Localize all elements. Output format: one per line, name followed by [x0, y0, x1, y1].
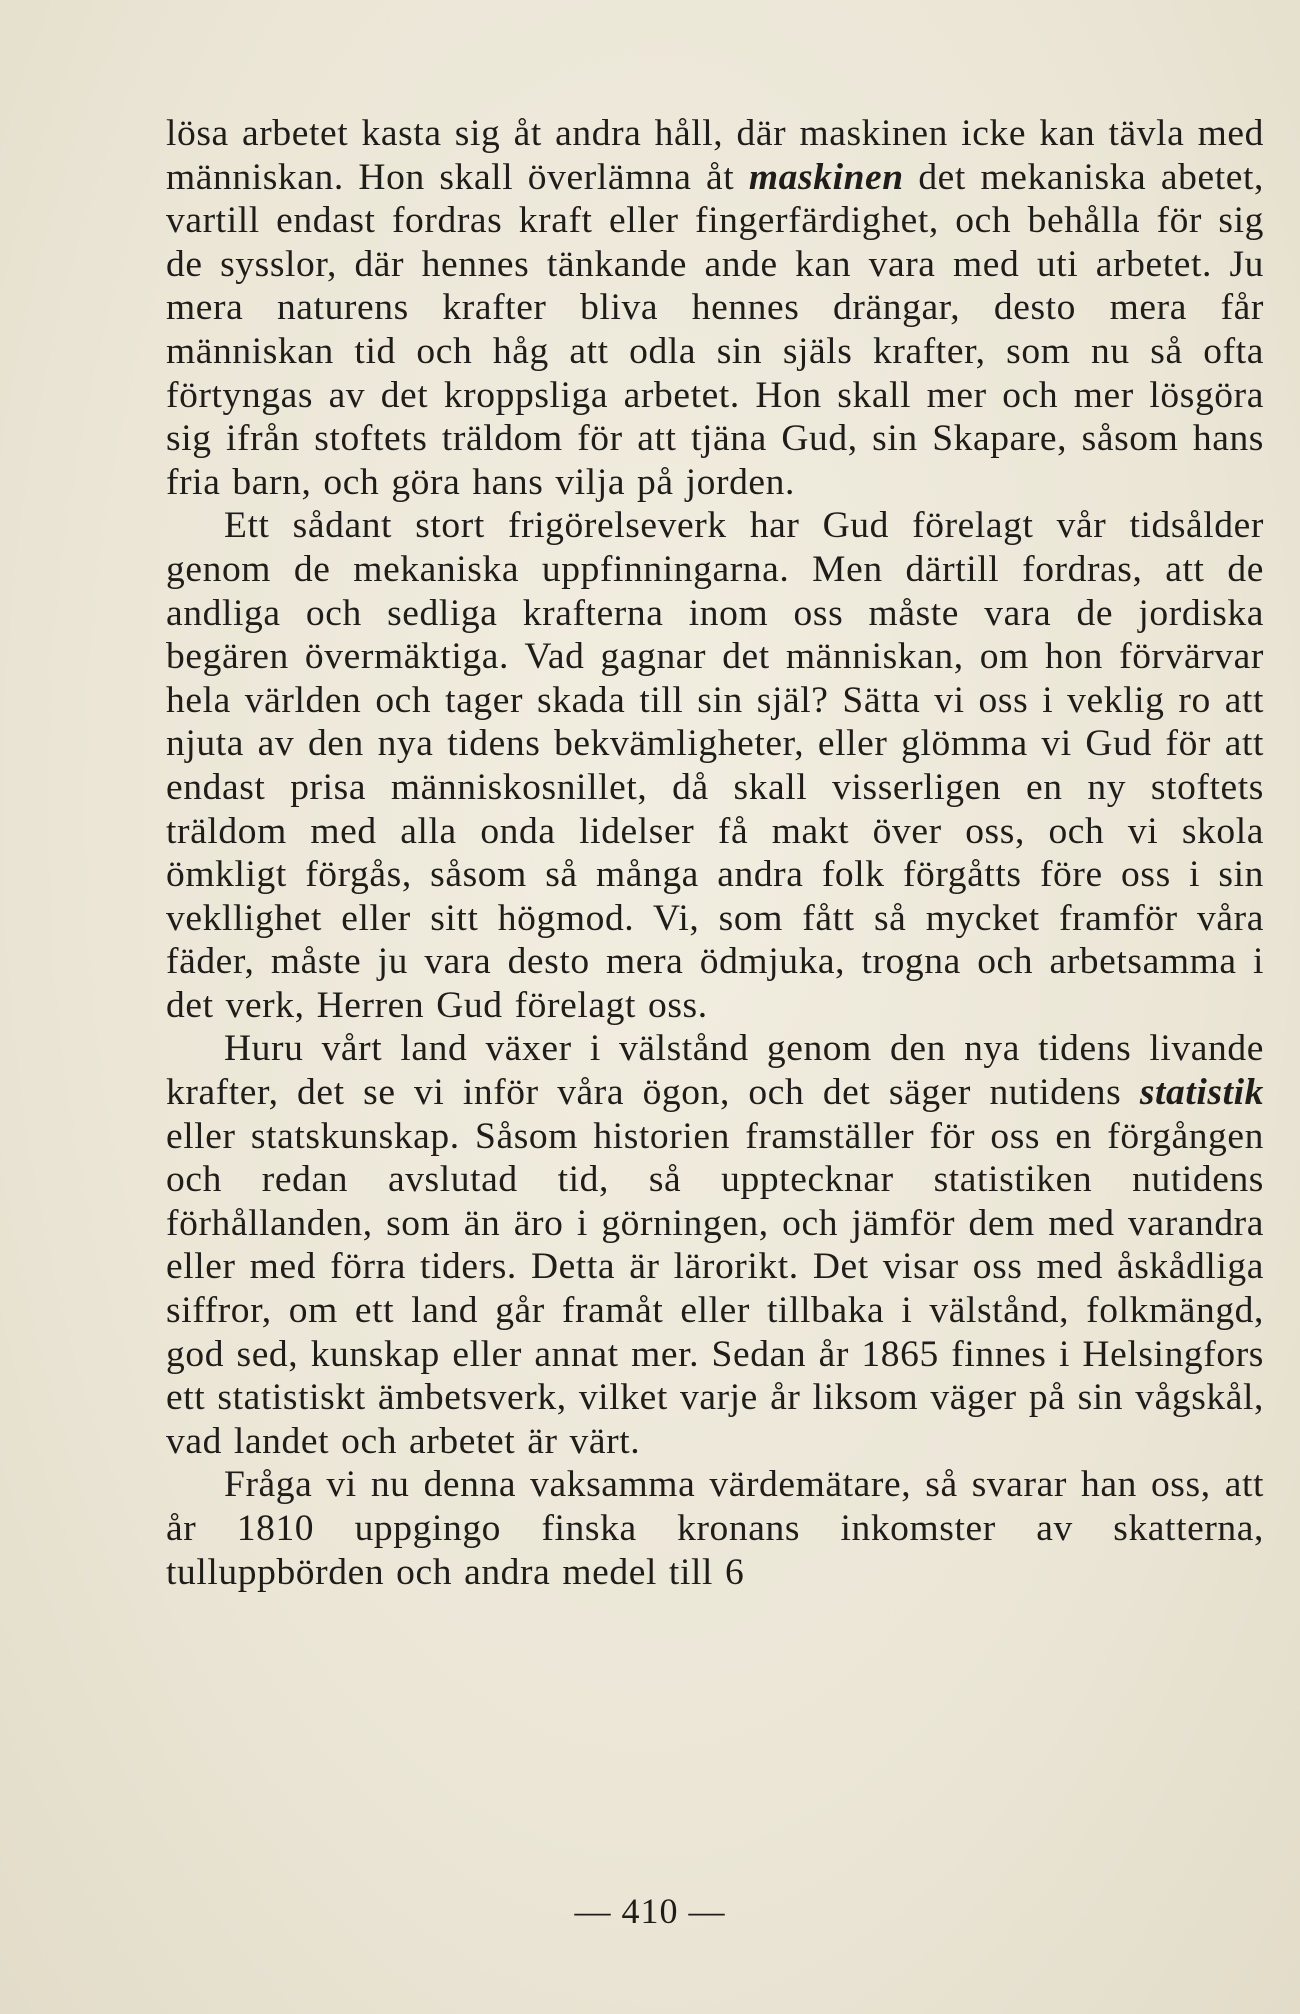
text-segment: eller statskunskap. Såsom historien framställer för oss en förgången och redan avslutad tid, så upptecknar statistiken nutidens förhållanden, som än äro i görningen, och jämför dem med varandra eller med förra tiders. Detta är lärorikt. Det visar oss med åskådliga siffror, om ett land går framåt eller tillbaka i välstånd, folkmängd, god sed, kunskap eller annat mer. Sedan år 1865 finnes i Helsingfors ett statistiskt ämbetsverk, vilket varje år liksom väger på sin vågskål, vad landet och arbetet är värt. [166, 1115, 1264, 1462]
text-segment: Huru vårt land växer i välstånd genom den nya tidens livande krafter, det se vi inför våra ögon, och det säger nutidens [166, 1028, 1264, 1114]
text-segment: lösa arbetet kasta sig åt andra håll, där maskinen icke kan tävla med människan. Hon skall överlämna åt [166, 113, 1264, 198]
text-segment: Ett sådant stort frigörelseverk har Gud förelagt vår tidsålder genom de mekaniska uppfinningarna. Men därtill fordras, att de andliga och sedliga krafterna inom oss måste vara de jordiska begären övermäktiga. Vad gagnar det människan, om hon förvärvar hela världen och tager skada till sin själ? Sätta vi oss i veklig ro att njuta av den nya tidens bekvämligheter, eller glömma vi Gud för att endast prisa människosnillet, då skall visserligen en ny stoftets träldom med alla onda lidelser få makt över oss, och vi skola ömkligt förgås, såsom så många andra folk förgåtts före oss i sin vekllighet eller sitt högmod. Vi, som fått så mycket framför våra fäder, måste ju vara desto mera ödmjuka, trogna och arbetsamma i det verk, Herren Gud förelagt oss. [166, 505, 1264, 1026]
text-segment: Fråga vi nu denna vaksamma värdemätare, så svarar han oss, att år 1810 uppgingo finska kronans inkomster av skatterna, tulluppbörden och andra medel till 6 [166, 1464, 1264, 1593]
paragraph [166, 504, 1264, 1027]
body-text [166, 112, 1264, 1594]
italic-term: statistik [1139, 1072, 1264, 1114]
italic-term: maskinen [748, 156, 904, 198]
paragraph [166, 1463, 1264, 1594]
paragraph [166, 112, 1264, 504]
text-segment: det mekaniska abetet, vartill endast fordras kraft eller fingerfärdighet, och behålla för sig de sysslor, där hennes tänkande ande kan vara med uti arbetet. Ju mera naturens krafter bliva hennes drängar, desto mera får människan tid och håg att odla sin själs krafter, som nu så ofta förtyngas av det kroppsliga arbetet. Hon skall mer och mer lösgöra sig ifrån stoftets träldom för att tjäna Gud, sin Skapare, såsom hans fria barn, och göra hans vilja på jorden. [166, 156, 1264, 503]
paragraph [166, 1027, 1264, 1463]
page-number: — 410 — [574, 1891, 726, 1931]
